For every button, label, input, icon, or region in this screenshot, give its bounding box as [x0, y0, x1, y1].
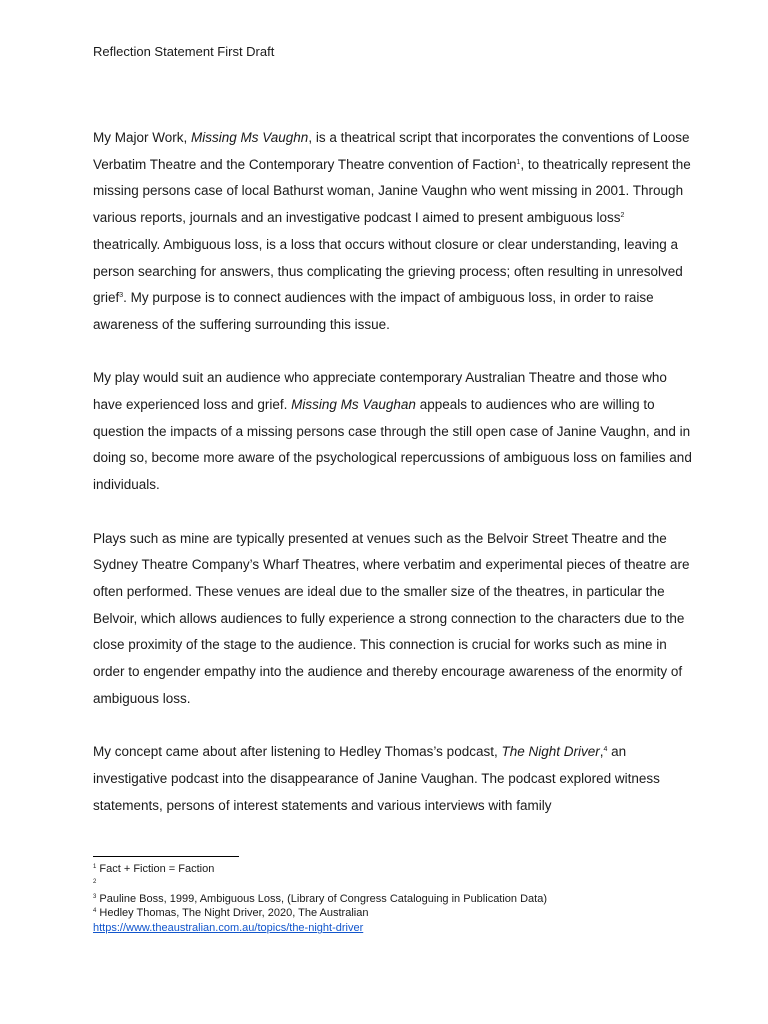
footnote-link[interactable]: https://www.theaustralian.com.au/topics/the-night-driver [93, 922, 364, 935]
footnote-4: $^4$ Hedley Thomas, The Night Driver, 2020, The Australian [93, 907, 369, 920]
footnote-ref: 3 [119, 292, 124, 300]
document-title: Reflection Statement First Draft [93, 44, 275, 59]
body-paragraph [93, 739, 693, 819]
footnote-3: $^3$ Pauline Boss, 1999, Ambiguous Loss, (Library of Congress Cataloguing in Publication Data) [93, 892, 547, 905]
text-run: , [599, 744, 604, 760]
text-run: My concept came about after listening to Hedley Thomas’s podcast, [93, 744, 502, 760]
text-run: , is a theatrical script that incorporates the conventions of Loose Verbatim Theatre and the Contemporary Theatre convention of Faction [93, 130, 690, 172]
text-run: Missing Ms Vaughan [291, 397, 416, 413]
footnote-separator [93, 856, 239, 857]
body-paragraph [93, 125, 693, 339]
footnotes [93, 862, 693, 936]
body-paragraph [93, 365, 693, 499]
footnote-ref: 2 [620, 212, 625, 220]
footnote-2: 2 [93, 878, 97, 885]
document-body [93, 125, 693, 819]
text-run: . My purpose is to connect audiences with the impact of ambiguous loss, in order to raise awareness of the suffering surrounding this issue. [93, 290, 654, 332]
body-paragraph [93, 526, 693, 713]
text-run: Plays such as mine are typically presented at venues such as the Belvoir Street Theatre and the Sydney Theatre Company’s Wharf Theatres, where verbatim and experimental pieces of theatre are often performed. These venues are ideal due to the smaller size of the theatres, in particular the Belvoir, which allows audiences to fully experience a strong connection to the characters due to the close proximity of the stage to the audience. This connection is crucial for works such as mine in order to engender empathy into the audience and thereby encourage awareness of the enormity of ambiguous loss. [93, 530, 690, 706]
text-run: , to theatrically represent the missing persons case of local Bathurst woman, Janine Vaughn who went missing in 2001. Through various reports, journals and an investigative podcast I aimed to present ambiguous loss [93, 156, 691, 226]
text-run: My Major Work, [93, 130, 192, 145]
footnote-ref: 1 [516, 158, 521, 166]
footnote-1: $^1$ Fact + Fiction = Faction [93, 863, 215, 875]
text-run: Missing Ms Vaughn [191, 130, 309, 145]
text-run: an investigative podcast into the disappearance of Janine Vaughan. The podcast explored witness statements, persons of interest statements and various interviews with family [93, 744, 660, 813]
footnote-ref: 4 [603, 746, 608, 754]
text-run: appeals to audiences who are willing to question the impacts of a missing persons case through the still open case of Janine Vaughn, and in doing so, become more aware of the psychological repercussions of ambiguous loss on families and individuals. [93, 397, 692, 493]
text-run: The Night Driver [501, 744, 600, 760]
text-run: My play would suit an audience who appreciate contemporary Australian Theatre and those who have experienced loss and grief. [93, 370, 667, 413]
text-run: theatrically. Ambiguous loss, is a loss that occurs without closure or clear understanding, leaving a person searching for answers, thus complicating the grieving process; often resulting in unresolved grief [93, 236, 683, 306]
